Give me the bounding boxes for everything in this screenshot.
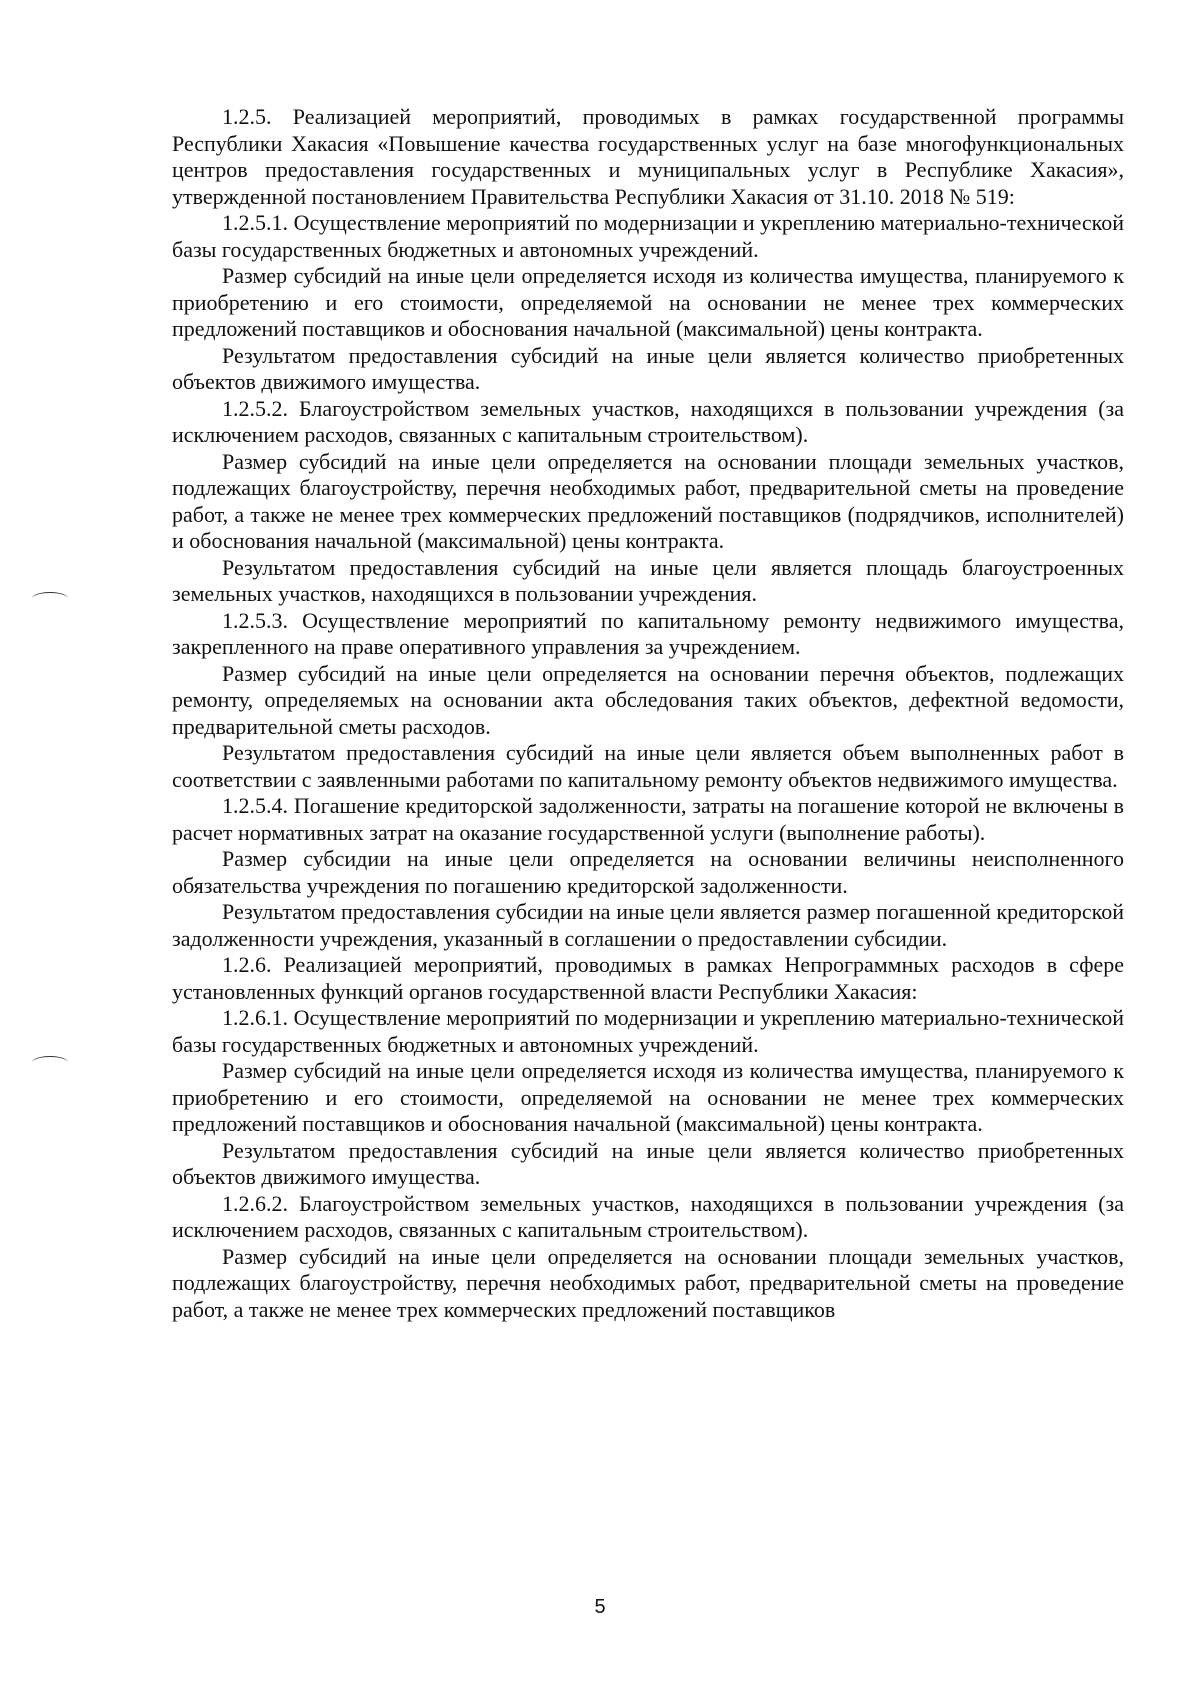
paragraph-1-2-5-4: 1.2.5.4. Погашение кредиторской задолженности, затраты на погашение которой не включены в расчет нормативных затрат на оказание государственной услуги (выполнение работы). [172,793,1124,845]
paragraph-subsidy-result: Результатом предоставления субсидий на иные цели является количество приобретенных объектов движимого имущества. [172,1137,1124,1189]
paragraph-1-2-5-1: 1.2.5.1. Осуществление мероприятий по модернизации и укреплению материально-технической базы государственных бюджетных и автономных учреждений. [172,210,1124,262]
paragraph-subsidy-size: Размер субсидий на иные цели определяется на основании перечня объектов, подлежащих ремонту, определяемых на основании акта обследования таких объектов, дефектной ведомости, предварительной сметы расходов. [172,660,1124,739]
paragraph-subsidy-size: Размер субсидии на иные цели определяется на основании величины неисполненного обязательства учреждения по погашению кредиторской задолженности. [172,846,1124,898]
document-body [172,104,1124,1323]
paragraph-subsidy-result: Результатом предоставления субсидий на иные цели является количество приобретенных объектов движимого имущества. [172,342,1124,394]
paragraph-subsidy-result: Результатом предоставления субсидий на иные цели является площадь благоустроенных земельных участков, находящихся в пользовании учреждения. [172,554,1124,606]
paragraph-1-2-6-2: 1.2.6.2. Благоустройством земельных участков, находящихся в пользовании учреждения (за исключением расходов, связанных с капитальным строительством). [172,1190,1124,1242]
paragraph-subsidy-size: Размер субсидий на иные цели определяется исходя из количества имущества, планируемого к приобретению и его стоимости, определяемой на основании не менее трех коммерческих предложений поставщиков и обоснования начальной (максимальной) цены контракта. [172,263,1124,341]
paragraph-1-2-5-2: 1.2.5.2. Благоустройством земельных участков, находящихся в пользовании учреждения (за исключением расходов, связанных с капитальным строительством). [172,395,1124,447]
paragraph-1-2-5: 1.2.5. Реализацией мероприятий, проводимых в рамках государственной программы Республики Хакасия «Повышение качества государственных услуг на базе многофункциональных центров предоставления государственных и муниципальных услуг в Республике Хакасия», утвержденной постановлением Правительства Республики Хакасия от 31.10. 2018 № 519: [172,104,1124,209]
scan-artifact-mark [32,592,68,605]
paragraph-1-2-6-1: 1.2.6.1. Осуществление мероприятий по модернизации и укреплению материально-технической базы государственных бюджетных и автономных учреждений. [172,1005,1124,1057]
paragraph-subsidy-result: Результатом предоставления субсидий на иные цели является объем выполненных работ в соответствии с заявленными работами по капитальному ремонту объектов недвижимого имущества. [172,740,1124,792]
paragraph-1-2-6: 1.2.6. Реализацией мероприятий, проводимых в рамках Непрограммных расходов в сфере установленных функций органов государственной власти Республики Хакасия: [172,952,1124,1004]
paragraph-subsidy-size: Размер субсидий на иные цели определяется на основании площади земельных участков, подлежащих благоустройству, перечня необходимых работ, предварительной сметы на проведение работ, а также не менее трех коммерческих предложений поставщиков (подрядчиков, исполнителей) и обоснования начальной (максимальной) цены контракта. [172,448,1124,553]
scan-artifact-mark [32,1056,68,1069]
paragraph-1-2-5-3: 1.2.5.3. Осуществление мероприятий по капитальному ремонту недвижимого имущества, закрепленного на праве оперативного управления за учреждением. [172,607,1124,659]
paragraph-subsidy-size: Размер субсидий на иные цели определяется исходя из количества имущества, планируемого к приобретению и его стоимости, определяемой на основании не менее трех коммерческих предложений поставщиков и обоснования начальной (максимальной) цены контракта. [172,1058,1124,1136]
page-number: 5 [594,1596,606,1618]
paragraph-subsidy-result: Результатом предоставления субсидии на иные цели является размер погашенной кредиторской задолженности учреждения, указанный в соглашении о предоставлении субсидии. [172,899,1124,951]
paragraph-subsidy-size: Размер субсидий на иные цели определяется на основании площади земельных участков, подлежащих благоустройству, перечня необходимых работ, предварительной сметы на проведение работ, а также не менее трех коммерческих предложений поставщиков [172,1243,1124,1322]
